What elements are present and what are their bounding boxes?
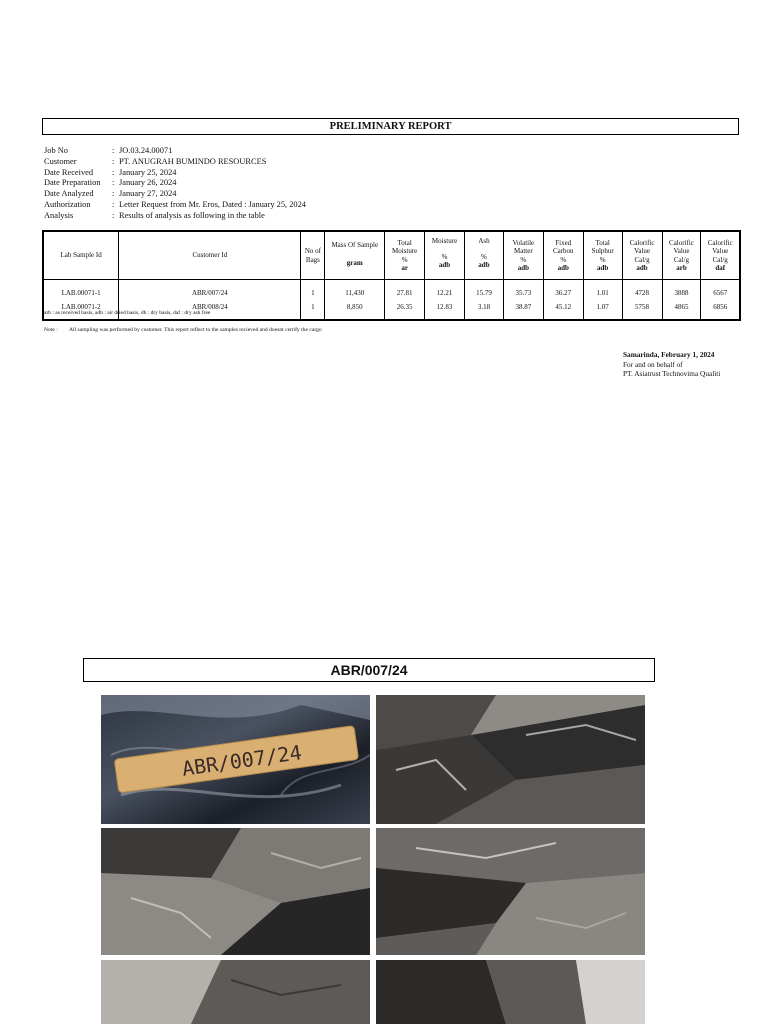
meta-job-no [44,146,306,157]
report-note [44,326,334,334]
cell-cv-arb: 4865 [662,300,701,320]
header-basis: adb [438,261,451,270]
cell-mass: 11,430 [325,280,385,301]
col-lab-sample-id [43,231,119,280]
cell-lab-id: LAB.00071-1 [61,288,101,297]
header-basis: adb [596,263,609,272]
header-unit: Cal/g [634,255,650,264]
col-customer-id [119,231,301,280]
header-unit: % [481,253,487,262]
cell-lab-id: LAB.00071-2 [61,302,101,311]
meta-value: PT. ANUGRAH BUMINDO RESOURCES [119,156,267,166]
header-label: Lab Sample Id [60,251,102,260]
col-fixed-carbon [543,231,583,280]
header-unit: Cal/g [673,255,690,264]
meta-label: Date Analyzed [44,189,94,199]
meta-label: Date Received [44,167,94,177]
cell-customer-id: ABR/007/24 [119,280,301,301]
cell-total-sulphur: 1.01 [583,280,622,301]
col-ash [465,231,504,280]
meta-colon: : [112,156,115,166]
col-no-of-bags [301,231,325,280]
header-label: Total [397,239,412,248]
header-label: Moisture [391,247,418,256]
cell-volatile-matter: 35.73 [503,280,543,301]
header-label: Customer Id [192,251,228,260]
meta-date-analyzed [44,189,306,200]
cell-cv-daf: 6856 [701,300,740,320]
note-text: All sampling was performed by customer. This report reflect to the samples recieved and doesnt certify the cargo [69,327,322,333]
header-label: Bags [305,255,320,264]
report-metadata [44,146,306,222]
header-label: Calorific [707,239,733,248]
coal-lumps-photo [376,828,645,955]
bag-label-text: ABR/007/24 [180,740,304,781]
cell-volatile-matter: 38.87 [503,300,543,320]
header-label: Value [634,247,651,256]
header-unit: % [441,253,448,262]
meta-value: Results of analysis as following in the table [119,210,265,220]
cell-ash: 3.18 [465,300,504,320]
col-moisture [425,231,465,280]
meta-colon: : [112,146,115,155]
cell-bags: 1 [301,300,325,320]
cell-moisture: 12.83 [425,300,465,320]
col-total-moisture [385,231,425,280]
signature-place-date: Samarinda, February 1, 2024 [623,350,715,359]
meta-analysis [44,211,306,222]
cell-cv-arb: 3888 [662,280,701,301]
meta-colon: : [112,189,115,199]
meta-colon: : [112,210,115,220]
header-label: Ash [478,237,490,245]
header-basis: ar [401,263,408,272]
meta-date-received [44,168,306,179]
header-label: Moisture [431,237,458,245]
signature-block [623,350,720,379]
header-unit: % [401,255,408,264]
header-label: Carbon [552,247,574,256]
col-mass [325,231,385,280]
header-unit: gram [346,259,363,268]
meta-value: January 26, 2024 [119,178,177,188]
cell-total-moisture: 27.81 [385,280,425,301]
header-basis: adb [636,263,648,272]
cell-fixed-carbon: 45.12 [543,300,583,320]
meta-label: Authorization [44,199,91,209]
header-label: Fixed [555,239,572,248]
cell-cv-adb: 4728 [622,280,662,301]
signature-company: PT. Asiatrust Technovima Qualiti [623,369,721,379]
header-label: Calorific [629,239,655,248]
meta-value: Letter Request from Mr. Eros, Dated : January 25, 2024 [119,199,306,209]
cell-bags: 1 [301,280,325,301]
meta-colon: : [112,199,115,209]
cell-cv-adb: 5758 [622,300,662,320]
basis-abbreviations: arb : as received basis, adb : air dried basis, db : dry basis, daf : dry ash free [44,310,211,316]
report-title: PRELIMINARY REPORT [42,118,739,135]
header-basis: daf [715,263,726,272]
meta-value: January 27, 2024 [119,189,177,199]
note-label: Note : [44,327,58,333]
table-header-row [43,231,740,280]
header-label: No of [304,247,321,256]
cell-total-sulphur: 1.07 [583,300,622,320]
cell-moisture: 12.21 [425,280,465,301]
meta-value: JO.03.24.00071 [119,146,173,155]
signature-on-behalf: For and on behalf of [623,359,683,369]
header-basis: adb [557,263,569,272]
header-unit: Cal/g [712,255,728,264]
meta-colon: : [112,167,115,177]
cell-total-moisture: 26.35 [385,300,425,320]
header-label: Volatile [512,239,535,248]
header-basis: adb [517,263,529,272]
bagged-sample-photo [101,695,370,824]
header-label: Matter [514,247,533,256]
header-basis: arb [676,263,687,272]
cell-mass: 8,850 [325,300,385,320]
cell-ash: 15.79 [465,280,504,301]
cell-cv-daf: 6567 [701,280,740,301]
header-label: Value [673,247,690,256]
meta-label: Analysis [44,210,74,220]
col-cv-daf [701,231,740,280]
meta-date-preparation [44,178,306,189]
col-volatile-matter [503,231,543,280]
cell-fixed-carbon: 36.27 [543,280,583,301]
coal-lumps-photo [376,695,645,824]
table-row [43,280,740,301]
header-label: Total [595,239,610,248]
col-cv-adb [622,231,662,280]
col-total-sulphur [583,231,622,280]
coal-lumps-photo [101,960,370,1024]
coal-lumps-photo [376,960,645,1024]
header-unit: % [520,255,527,264]
photo-section-title: ABR/007/24 [83,658,655,682]
meta-customer [44,157,306,168]
coal-lumps-photo [101,828,370,955]
meta-label: Date Preparation [44,178,101,188]
meta-label: Customer [44,156,77,166]
header-label: Calorific [669,239,694,248]
header-label: Sulphur [591,247,614,256]
header-basis: adb [478,261,490,270]
meta-colon: : [112,178,115,188]
header-unit: % [599,255,606,264]
meta-label: Job No [44,146,68,155]
cell-customer-id: ABR/008/24 [119,300,301,320]
meta-value: January 25, 2024 [119,167,177,177]
results-table [42,230,741,321]
col-cv-arb [662,231,701,280]
header-label: Value [712,247,729,256]
meta-authorization [44,200,306,211]
header-label: Mass Of Sample [331,241,379,249]
header-unit: % [560,255,567,264]
